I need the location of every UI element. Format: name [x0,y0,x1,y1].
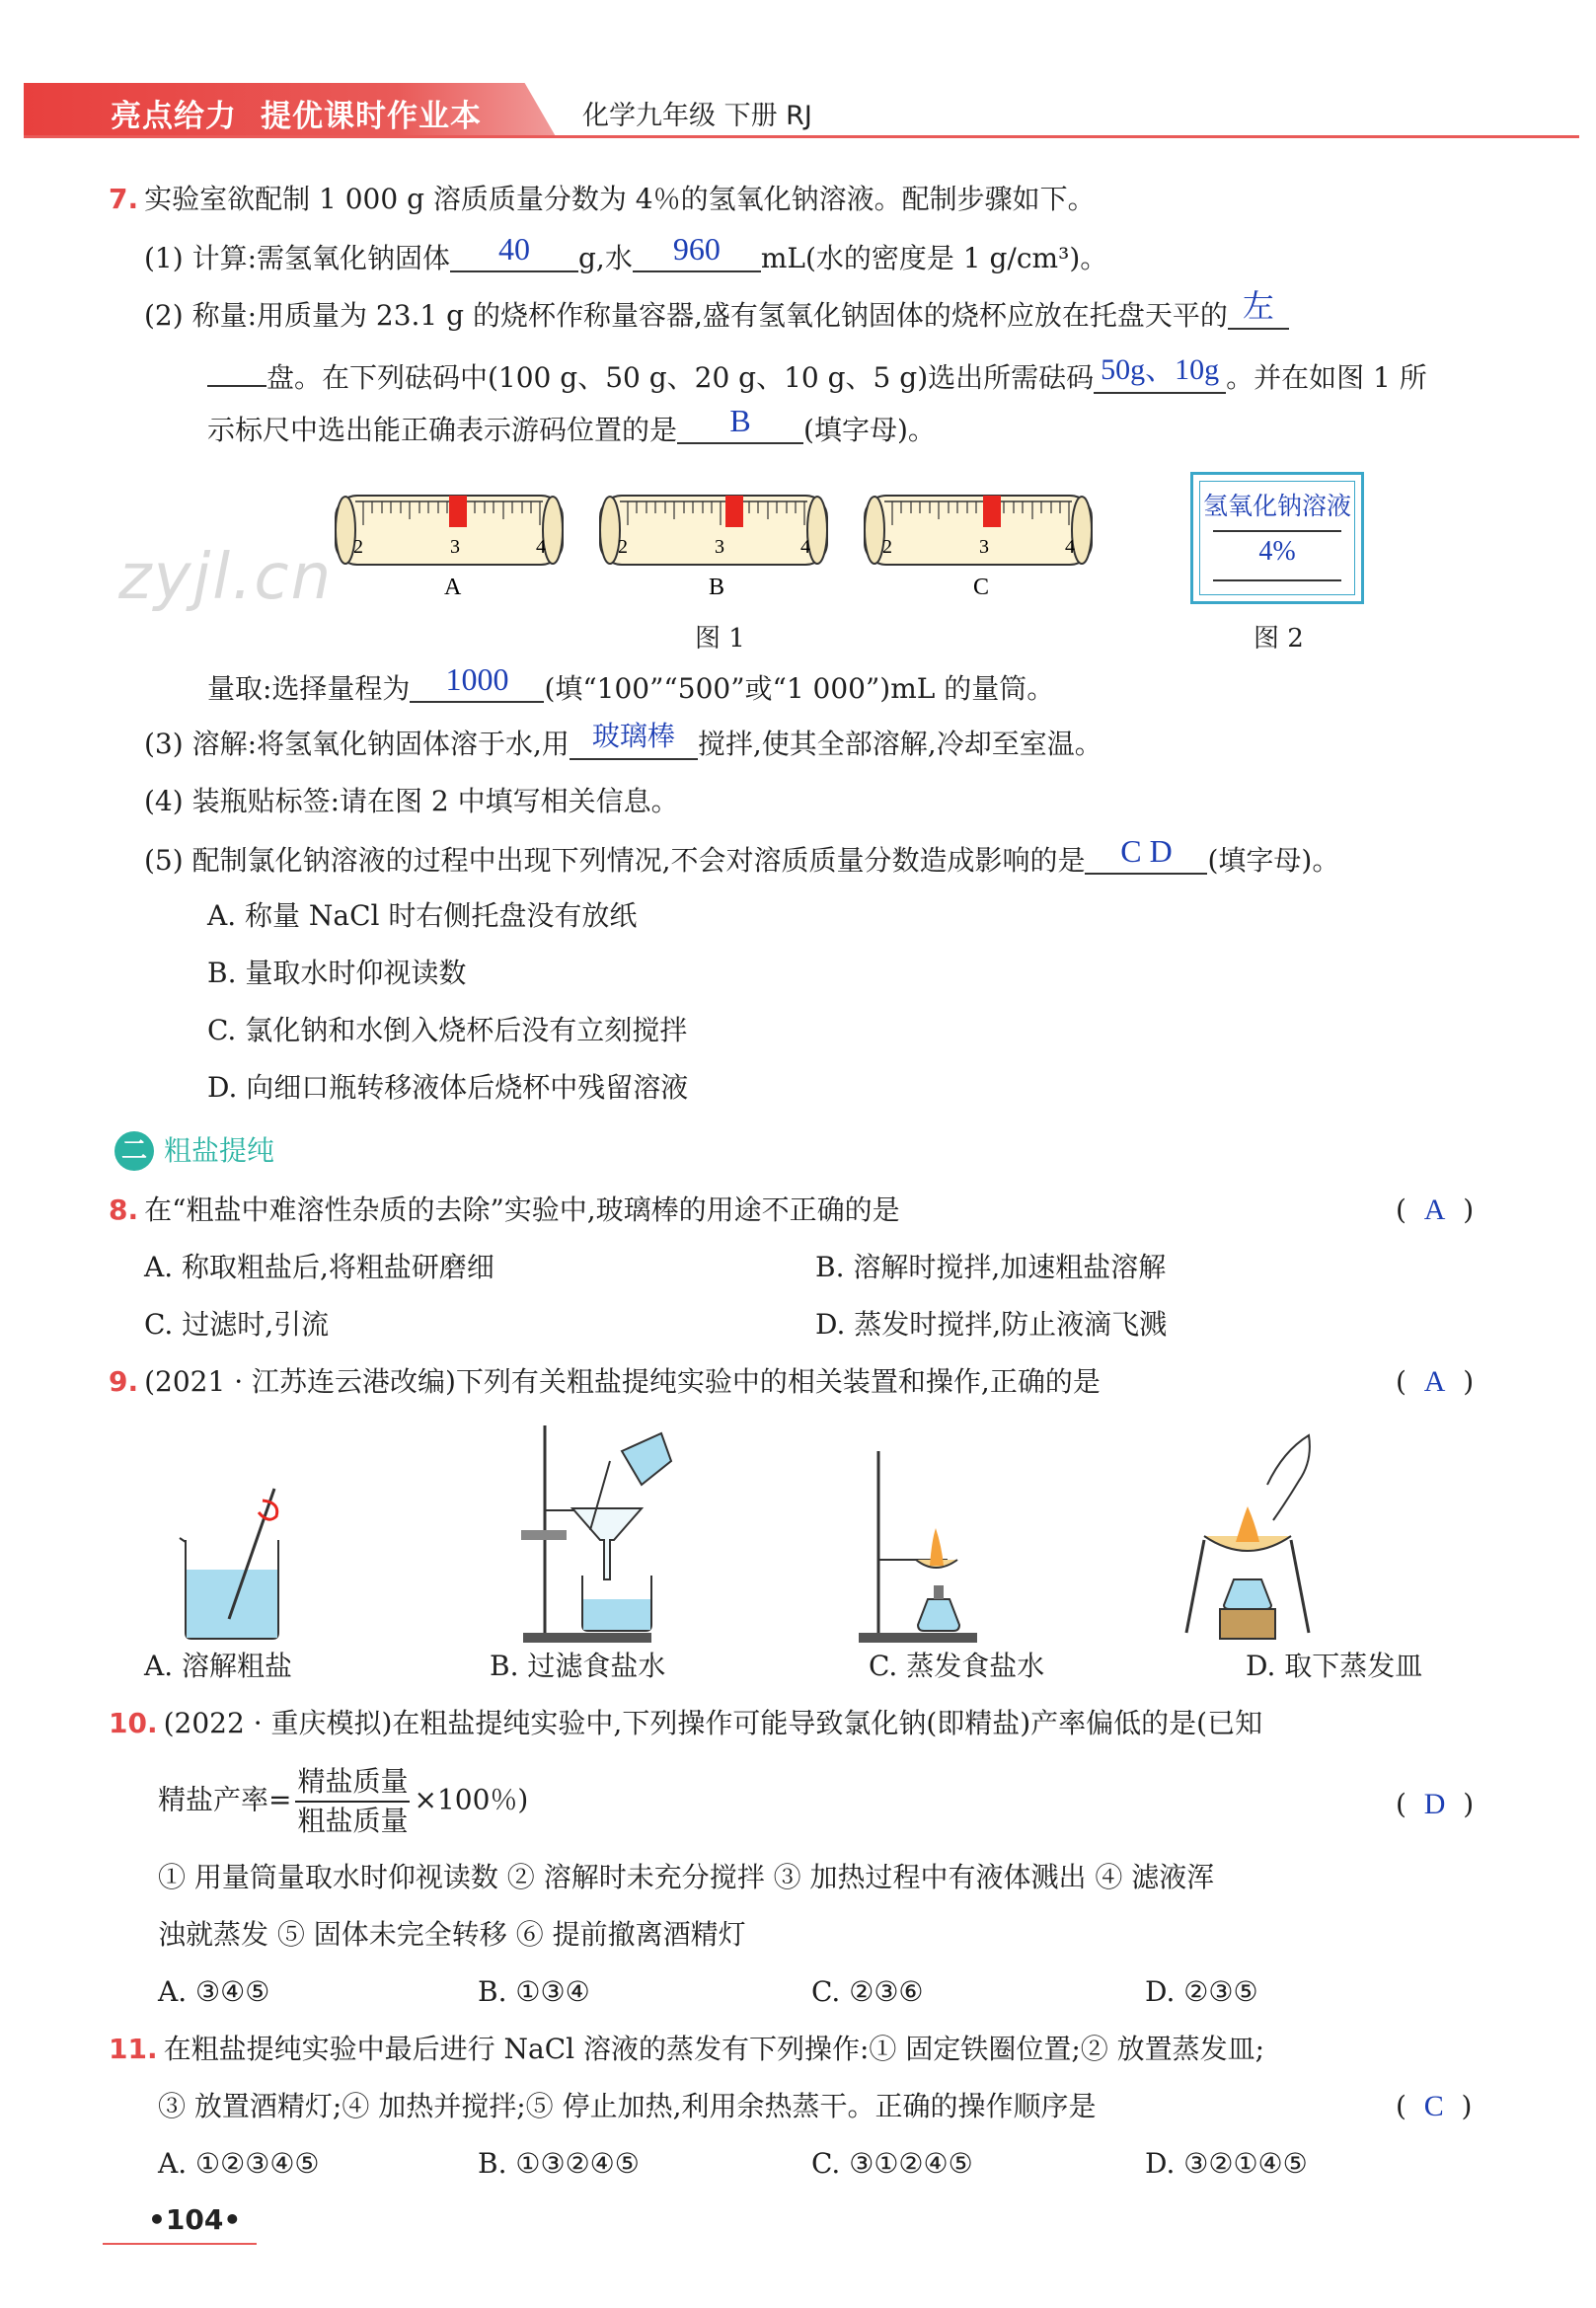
q9-stem-text: (2021 · 江苏连云港改编)下列有关粗盐提纯实验中的相关装置和操作,正确的是 [144,1365,1101,1398]
q10-formula-tail: ×100％) [414,1783,529,1816]
q7-stem-text: 实验室欲配制 1 000 g 溶质质量分数为 4％的氢氧化钠溶液。配制步骤如下。 [144,183,1096,215]
q11-option-b: B. ①③②④⑤ [478,2147,640,2180]
subject-text: 化学九年级 下册 RJ [582,101,812,131]
q7-p2-text-a: (2) 称量:用质量为 23.1 g 的烧杯作称量容器,盛有氢氧化钠固体的烧杯应放在托盘天平的 [144,299,1228,332]
q7-option-c: C. 氯化钠和水倒入烧杯后没有立刻搅拌 [207,1014,688,1046]
q7-part1 [144,231,1108,278]
q7-p2-blank2 [1094,353,1226,394]
ruler-a-label: A [444,575,462,600]
ruler-b-label: B [709,575,725,600]
q10-option-b: B. ①③④ [478,1975,590,2008]
q7-measure-text-b: (填“100”“500”或“1 000”)mL 的量筒。 [544,672,1055,705]
q7-stem [109,180,1096,219]
q9-caption-b: B. 过滤食盐水 [490,1650,666,1682]
q11-answer-paren: ( C ) [1396,2090,1473,2122]
label-name: 氢氧化钠溶液 [1202,492,1351,520]
header-divider [24,135,1579,138]
q7-measure-blank [410,661,544,703]
q10-items-line2: 浊就蒸发 ⑤ 固体未完全转移 ⑥ 提前撤离酒精灯 [158,1918,746,1951]
q7-p2-text-d: 示标尺中选出能正确表示游码位置的是 [207,414,678,446]
apparatus-c-evaporation [859,1451,977,1643]
header-brand [111,91,505,135]
q9-caption-c: C. 蒸发食盐水 [869,1650,1045,1682]
ruler-c-label: C [973,575,990,600]
q7-measure-answer: 1000 [445,661,509,697]
q7-measure [207,661,1055,709]
watermark: zyjl.cn [118,541,334,614]
q8-option-c: C. 过滤时,引流 [144,1308,330,1341]
q7-p3-text-b: 搅拌,使其全部溶解,冷却至室温。 [697,728,1102,760]
ruler-a [336,496,563,600]
q11-stem-line2: ③ 放置酒精灯;④ 加热并搅拌;⑤ 停止加热,利用余热蒸干。正确的操作顺序是 [158,2090,1097,2122]
q11-stem-text1: 在粗盐提纯实验中最后进行 NaCl 溶液的蒸发有下列操作:① 固定铁圈位置;② 放置蒸发皿; [163,2033,1265,2065]
q7-p2-blank3 [677,403,803,444]
q7-p5-text-a: (5) 配制氯化钠溶液的过程中出现下列情况,不会对溶质质量分数造成影响的是 [144,844,1086,877]
series-text: 提优课时作业本 [261,99,482,134]
q7-part2-line1 [144,288,1289,336]
figure2-caption: 图 2 [1254,624,1304,654]
ruler-a-tick-3: 3 [450,536,460,558]
label-value: 4% [1258,536,1296,567]
q9-answer-paren: ( A ) [1396,1365,1475,1398]
q7-p1-answer1: 40 [498,231,530,267]
q9-number: 9. [109,1365,139,1398]
ruler-a-rider [449,496,467,527]
brand-text: 亮点给力 [111,99,237,134]
q7-p3-answer: 玻璃棒 [591,720,675,752]
q8-option-d: D. 蒸发时搅拌,防止液滴飞溅 [815,1308,1168,1341]
ruler-c-tick-3: 3 [979,536,989,558]
q9-caption-a: A. 溶解粗盐 [144,1650,293,1682]
q7-option-a: A. 称量 NaCl 时右侧托盘没有放纸 [207,899,638,932]
figure2-label [1190,472,1364,604]
ruler-a-tick-2: 2 [353,536,363,558]
footer-divider [103,2243,257,2245]
q10-formula [158,1763,528,1840]
q7-p2-answer2: 50g、10g [1101,353,1220,386]
q10-items-line1: ① 用量筒量取水时仰视读数 ② 溶解时未充分搅拌 ③ 加热过程中有液体溅出 ④ 滤液浑 [158,1861,1215,1893]
q11-answer: C [1423,2090,1444,2122]
q10-answer-paren: ( D ) [1396,1788,1475,1820]
q7-p2-text-b: 盘。在下列砝码中(100 g、50 g、20 g、10 g、5 g)选出所需砝码 [266,361,1095,394]
q7-p1-answer2: 960 [672,231,721,267]
q8-stem [109,1191,900,1230]
ruler-a-tick-4: 4 [536,536,546,558]
q10-option-c: C. ②③⑥ [811,1975,924,2008]
ruler-b [600,496,827,600]
q8-answer: A [1423,1193,1446,1226]
q7-p3-text-a: (3) 溶解:将氢氧化钠固体溶于水,用 [144,728,570,760]
q7-p3-blank [570,720,698,760]
q7-option-b: B. 量取水时仰视读数 [207,957,467,989]
q8-number: 8. [109,1193,139,1226]
ruler-b-tick-3: 3 [715,536,724,558]
q8-option-b: B. 溶解时搅拌,加速粗盐溶解 [815,1251,1167,1283]
q7-p2-blank1 [1228,288,1289,330]
apparatus-b-filtration [521,1425,671,1643]
q7-part2-line2 [207,351,1427,398]
page-number: •104• [148,2203,242,2236]
q7-part3 [144,720,1102,764]
q10-stem-text: (2022 · 重庆模拟)在粗盐提纯实验中,下列操作可能导致氯化钠(即精盐)产率偏低的是(已知 [163,1707,1263,1739]
q10-option-a: A. ③④⑤ [158,1975,270,2008]
q8-stem-text: 在“粗盐中难溶性杂质的去除”实验中,玻璃棒的用途不正确的是 [144,1193,900,1226]
q7-p2-answer3: B [729,403,751,438]
figure1-rulers [326,482,1115,610]
q11-number: 11. [109,2033,158,2065]
ruler-c-tick-4: 4 [1065,536,1075,558]
q10-stem [109,1704,1262,1743]
q8-option-a: A. 称取粗盐后,将粗盐研磨细 [144,1251,494,1283]
q7-measure-text-a: 量取:选择量程为 [207,672,411,705]
q10-fraction-denominator: 粗盐质量 [297,1805,409,1837]
q11-option-c: C. ③①②④⑤ [811,2147,973,2180]
figure1-caption: 图 1 [695,624,745,654]
q11-stem-line1 [109,2030,1264,2069]
q8-answer-paren: ( A ) [1396,1193,1475,1226]
q7-p2-text-e: (填字母)。 [803,414,936,446]
ruler-b-tick-4: 4 [800,536,810,558]
q7-p1-text-b: g,水 [578,242,633,274]
ruler-c [865,496,1092,600]
q10-number: 10. [109,1707,158,1739]
q10-option-d: D. ②③⑤ [1145,1975,1258,2008]
section-title: 粗盐提纯 [164,1134,275,1167]
ruler-b-tick-2: 2 [618,536,628,558]
q7-p1-blank2 [633,231,761,272]
q7-p1-text-a: (1) 计算:需氢氧化钠固体 [144,242,450,274]
q7-p5-blank [1085,833,1207,875]
q10-formula-lhs: 精盐产率= [158,1783,292,1816]
q7-p2-answer1: 左 [1242,288,1274,324]
q7-p1-text-c: mL(水的密度是 1 g/cm³)。 [760,242,1108,274]
apparatus-d-remove-dish [1186,1435,1310,1639]
q9-stem [109,1362,1101,1402]
q7-p1-blank1 [450,231,578,272]
ruler-c-rider [983,496,1001,527]
ruler-b-rider [725,496,743,527]
q7-p2-blank1-tail [207,351,266,387]
q7-p5-answer: C D [1120,833,1173,869]
q9-caption-d: D. 取下蒸发皿 [1246,1650,1423,1682]
q10-fraction-numerator: 精盐质量 [295,1763,410,1803]
section-badge: 二 [114,1131,154,1171]
q11-option-a: A. ①②③④⑤ [158,2147,320,2180]
q7-number: 7. [109,183,139,215]
q7-part2-line3 [207,403,936,450]
q7-p5-text-b: (填字母)。 [1207,844,1340,877]
q9-answer: A [1423,1365,1446,1398]
apparatus-a-beaker [180,1489,278,1639]
q7-part4: (4) 装瓶贴标签:请在图 2 中填写相关信息。 [144,785,679,817]
q7-part5 [144,833,1340,881]
q10-fraction [295,1763,410,1840]
q7-option-d: D. 向细口瓶转移液体后烧杯中残留溶液 [207,1071,689,1104]
q7-p2-text-c: 。并在如图 1 所 [1226,361,1427,394]
q9-apparatus-figures [168,1422,1481,1649]
q11-option-d: D. ③②①④⑤ [1145,2147,1308,2180]
ruler-c-tick-2: 2 [882,536,892,558]
q10-answer: D [1423,1788,1446,1820]
